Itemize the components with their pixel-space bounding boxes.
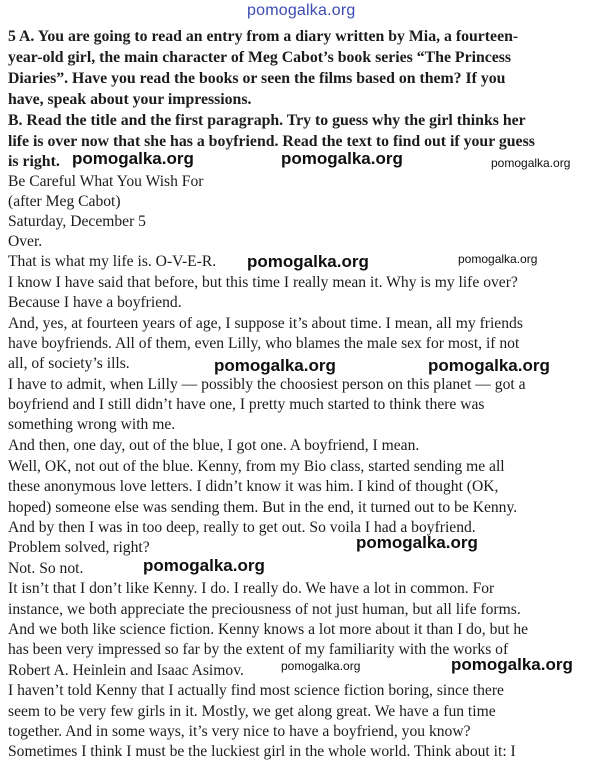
- task-line: life is over now that she has a boyfriend. Read the text to find out if your guess: [8, 133, 535, 150]
- story-line: It isn’t that I don’t like Kenny. I do. I really do. We have a lot in common. For: [8, 580, 495, 597]
- diary-date: Saturday, December 5: [8, 213, 146, 230]
- story-line: Problem solved, right?: [8, 539, 150, 556]
- story-line: all, of society’s ills.: [8, 355, 130, 372]
- task-line: Diaries”. Have you read the books or seen the films based on them? If you: [8, 70, 506, 87]
- watermark: pomogalka.org: [281, 659, 361, 673]
- watermark: pomogalka.org: [281, 149, 403, 168]
- story-line: And then, one day, out of the blue, I got one. A boyfriend, I mean.: [8, 437, 420, 454]
- story-line: Robert A. Heinlein and Isaac Asimov.: [8, 662, 244, 679]
- story-line: Because I have a boyfriend.: [8, 294, 182, 311]
- header-watermark: pomogalka.org: [247, 2, 356, 19]
- story-line: together. And in some ways, it’s very nice to have a boyfriend, you know?: [8, 723, 471, 740]
- watermark: pomogalka.org: [428, 356, 550, 375]
- story-line: Well, OK, not out of the blue. Kenny, from my Bio class, started sending me all: [8, 458, 505, 475]
- task-line: is right.: [8, 153, 60, 170]
- story-line: Not. So not.: [8, 560, 84, 577]
- story-line: And by then I was in too deep, really to get out. So voila I had a boyfriend.: [8, 519, 476, 536]
- watermark: pomogalka.org: [214, 356, 336, 375]
- story-line: have boyfriends. All of them, even Lilly, who blames the male sex for most, if not: [8, 335, 520, 352]
- story-title: Be Careful What You Wish For: [8, 173, 204, 190]
- task-line: year-old girl, the main character of Meg Cabot’s book series “The Princess: [8, 49, 512, 66]
- story-line: hoped) someone else was sending them. But in the end, it turned out to be Kenny.: [8, 499, 518, 516]
- story-line: I have to admit, when Lilly — possibly the choosiest person on this planet — got a: [8, 376, 526, 393]
- story-line: I haven’t told Kenny that I actually find most science fiction boring, since there: [8, 682, 504, 699]
- watermark: pomogalka.org: [491, 156, 571, 170]
- story-line: And we both like science fiction. Kenny knows a lot more about it than I do, but he: [8, 621, 529, 638]
- story-line: has been very impressed so far by the extent of my familiarity with the works of: [8, 641, 509, 658]
- watermark: pomogalka.org: [72, 149, 194, 168]
- watermark: pomogalka.org: [143, 556, 265, 575]
- story-line: I know I have said that before, but this time I really mean it. Why is my life over?: [8, 274, 518, 291]
- watermark: pomogalka.org: [458, 252, 538, 266]
- story-line: Over.: [8, 233, 43, 250]
- story-line: That is what my life is. O-V-E-R.: [8, 253, 217, 270]
- story-line: seem to be very few girls in it. Mostly, we get along great. We have a fun time: [8, 703, 496, 720]
- story-author: (after Meg Cabot): [8, 193, 121, 210]
- story-line: Sometimes I think I must be the luckiest girl in the whole world. Think about it: I: [8, 743, 516, 760]
- task-line: B. Read the title and the first paragraph. Try to guess why the girl thinks her: [8, 112, 526, 129]
- story-line: boyfriend and I still didn’t have one, I pretty much started to think there was: [8, 396, 485, 413]
- story-line: these anonymous love letters. I didn’t know it was him. I kind of thought (OK,: [8, 478, 499, 495]
- story-line: something wrong with me.: [8, 416, 176, 433]
- watermark: pomogalka.org: [356, 533, 478, 552]
- story-line: And, yes, at fourteen years of age, I suppose it’s about time. I mean, all my friends: [8, 315, 523, 332]
- story-line: instance, we both appreciate the preciousness of not just human, but all life forms.: [8, 601, 521, 618]
- watermark: pomogalka.org: [247, 252, 369, 271]
- task-line: have, speak about your impressions.: [8, 91, 252, 108]
- task-line: 5 A. You are going to read an entry from a diary written by Mia, a fourteen-: [8, 28, 519, 45]
- watermark: pomogalka.org: [451, 655, 573, 674]
